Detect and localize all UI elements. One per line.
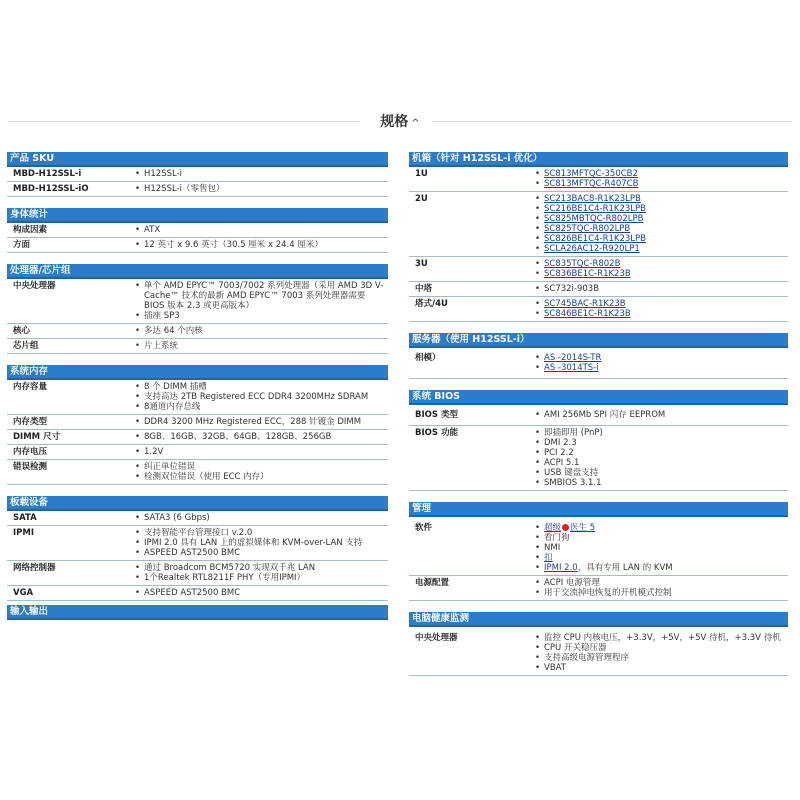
section-pc-health: 电脑健康监测: [409, 612, 788, 627]
spec-value: • 8 个 DIMM 插槽: [135, 382, 384, 392]
spec-value: • 8通道内存总线: [135, 402, 384, 412]
spec-label: 网络控制器: [13, 563, 56, 573]
spec-value: • 通过 Broadcom BCM5720 实现双千兆 LAN: [135, 563, 384, 573]
chassis-link[interactable]: • SC825MBTQC-R802LPB: [535, 214, 784, 224]
spec-label: BIOS 功能: [415, 428, 458, 438]
spec-value: • DMI 2.3: [535, 438, 784, 448]
spec-label: 塔式/4U: [415, 299, 448, 309]
chassis-link[interactable]: • SC216BE1C4-R1K23LPB: [535, 204, 784, 214]
spec-value: • IPMI 2.0 具有 LAN 上的虚拟媒体和 KVM-over-LAN 支持: [135, 538, 384, 548]
spec-label: 3U: [415, 259, 428, 269]
section-product-sku: 产品 SKU: [7, 152, 388, 167]
spec-value: • USB 键盘支持: [535, 468, 784, 478]
spec-row: [7, 238, 388, 253]
spec-value: • DDR4 3200 MHz Registered ECC，288 针镀金 DIMM: [135, 417, 384, 427]
spec-row: [7, 279, 388, 324]
chassis-link[interactable]: • SC826BE1C4-R1K23LPB: [535, 234, 784, 244]
spec-value: • 看门狗: [535, 533, 784, 543]
chassis-link[interactable]: • SC825TQC-R802LPB: [535, 224, 784, 234]
spec-label: 中央处理器: [13, 281, 56, 291]
spec-value: • 单个 AMD EPYC™ 7003/7002 系列处理器（采用 AMD 3D V-Cache™ 技术的最新 AMD EPYC™ 7003 系列处理器需要 BIOS 版本 2.3 或更高版本）: [135, 281, 384, 311]
spec-value: • H12SSL-i（零售包）: [135, 184, 384, 194]
spec-row: [409, 348, 788, 379]
spec-value: • SATA3 (6 Gbps): [135, 513, 384, 523]
spec-value: • 支持高达 2TB Registered ECC DDR4 3200MHz SDRAM: [135, 392, 384, 402]
spec-label: 错误检测: [13, 462, 48, 472]
spec-row: [7, 430, 388, 445]
chassis-link[interactable]: • SC835TQC-R802B: [535, 259, 784, 269]
spec-value: • 检测双位错误（使用 ECC 内存）: [135, 472, 384, 482]
divider-left: [8, 121, 360, 122]
section-onboard-devices: 板载设备: [7, 496, 388, 511]
spec-label: 相模）: [415, 353, 441, 363]
spec-value: • 纠正单位错误: [135, 462, 384, 472]
spec-row: [409, 167, 788, 192]
spec-label: 1U: [415, 169, 428, 179]
spec-row: [409, 426, 788, 491]
chassis-link[interactable]: • SCLA26AC12-R920LP1: [535, 244, 784, 254]
spec-label: 内存容量: [13, 382, 48, 392]
spec-value: • VBAT: [535, 663, 784, 673]
spec-row: [409, 257, 788, 282]
spec-value: • NMI: [535, 543, 784, 553]
spec-value: • ACPI 电源管理: [535, 578, 784, 588]
spec-value: • ASPEED AST2500 BMC: [135, 548, 384, 558]
spec-row: [409, 627, 788, 676]
spec-value: • 1个Realtek RTL8211F PHY（专用IPMI）: [135, 573, 384, 583]
spec-value: • AMI 256Mb SPI 闪存 EEPROM: [535, 410, 784, 420]
spec-value: • ATX: [135, 225, 384, 235]
spec-label: 芯片组: [13, 341, 39, 351]
spec-column-right: [409, 152, 788, 676]
spec-row: [7, 324, 388, 339]
spec-value: • 监控 CPU 内核电压，+3.3V，+5V，+5V 待机，+3.3V 待机: [535, 633, 784, 643]
chassis-link[interactable]: • SC846BE1C-R1K23B: [535, 309, 784, 319]
spec-row: [7, 339, 388, 354]
spec-value: • SMBIOS 3.1.1: [535, 478, 784, 488]
spec-value: • H12SSL-i: [135, 169, 384, 179]
section-servers: 服务器（使用 H12SSL-i）: [409, 333, 788, 348]
software-link[interactable]: • 扣: [535, 553, 784, 563]
spec-value: • 片上系统: [135, 341, 384, 351]
spec-value: • IPMI 2.0，具有专用 LAN 的 KVM: [535, 563, 784, 573]
spec-value: • 1.2V: [135, 447, 384, 457]
spec-row: [7, 561, 388, 586]
spec-value: • 支持高级电源管理程序: [535, 653, 784, 663]
spec-value: • 用于交流掉电恢复的开机模式控制: [535, 588, 784, 598]
spec-label: MBD-H12SSL-iO: [13, 184, 89, 194]
spec-row: [409, 282, 788, 297]
spec-label: DIMM 尺寸: [13, 432, 61, 442]
section-chassis: 机箱（针对 H12SSL-i 优化）: [409, 152, 788, 167]
spec-value: • 即插即用 (PnP): [535, 428, 784, 438]
spec-value: • 12 英寸 x 9.6 英寸（30.5 厘米 x 24.4 厘米）: [135, 240, 384, 250]
chassis-link[interactable]: • SC213BAC8-R1K23LPB: [535, 194, 784, 204]
spec-row: [7, 415, 388, 430]
spec-label: 构成因素: [13, 225, 48, 235]
spec-label: 中央处理器: [415, 633, 458, 643]
section-processor-chipset: 处理器/芯片组: [7, 264, 388, 279]
spec-value: • ASPEED AST2500 BMC: [135, 588, 384, 598]
spec-row: [7, 511, 388, 526]
spec-label: 软件: [415, 523, 433, 533]
spec-value: • SC732i-903B: [535, 284, 784, 294]
spec-row: [7, 223, 388, 238]
spec-label: VGA: [13, 588, 34, 598]
spec-label: 核心: [13, 326, 31, 336]
spec-row: [7, 526, 388, 561]
chassis-link[interactable]: • SC745BAC-R1K23B: [535, 299, 784, 309]
spec-label: 2U: [415, 194, 428, 204]
spec-label: 内存类型: [13, 417, 48, 427]
spec-label: 电源配置: [415, 578, 450, 588]
section-system-bios: 系统 BIOS: [409, 390, 788, 405]
spec-label: BIOS 类型: [415, 410, 458, 420]
spec-row: [7, 182, 388, 197]
specs-title: 规格: [380, 114, 409, 130]
spec-label: IPMI: [13, 528, 35, 538]
spec-row: [409, 517, 788, 576]
spec-label: 内存电压: [13, 447, 48, 457]
spec-row: [7, 586, 388, 601]
chassis-link[interactable]: • SC813MFTQC-R407CB: [535, 179, 784, 189]
spec-value: • 8GB、16GB、32GB、64GB、128GB、256GB: [135, 432, 384, 442]
spec-value: • CPU 开关稳压器: [535, 643, 784, 653]
ipmi-link[interactable]: IPMI 2.0: [544, 563, 578, 573]
section-system-memory: 系统内存: [7, 365, 388, 380]
spec-value: • 支持智能平台管理接口 v.2.0: [135, 528, 384, 538]
spec-row: [7, 445, 388, 460]
section-io: 输入输出: [7, 605, 388, 620]
spec-value: • 多达 64 个内核: [135, 326, 384, 336]
chevron-up-icon[interactable]: ^: [411, 118, 420, 129]
spec-column-left: [7, 152, 388, 620]
superdoctor-link[interactable]: • 超级 医生 5: [535, 523, 784, 533]
divider-right: [432, 121, 792, 122]
server-link[interactable]: • AS -2014S-TR: [535, 353, 784, 363]
record-dot-icon: [562, 524, 569, 531]
spec-label: 中塔: [415, 284, 433, 294]
spec-label: MBD-H12SSL-i: [13, 169, 82, 179]
spec-row: [409, 192, 788, 257]
spec-row: [7, 460, 388, 485]
chassis-link[interactable]: • SC836BE1C-R1K23B: [535, 269, 784, 279]
spec-value: • 插座 SP3: [135, 311, 384, 321]
spec-row: [7, 380, 388, 415]
spec-row: [409, 576, 788, 601]
spec-value: • ACPI 5.1: [535, 458, 784, 468]
server-link[interactable]: • AS -3014TS-i: [535, 363, 784, 373]
spec-label: 方面: [13, 240, 31, 250]
spec-row: [409, 405, 788, 426]
spec-row: [409, 297, 788, 322]
spec-value: • PCI 2.2: [535, 448, 784, 458]
section-physical-stats: 身体统计: [7, 208, 388, 223]
spec-row: [7, 167, 388, 182]
section-management: 管理: [409, 502, 788, 517]
chassis-link[interactable]: • SC813MFTQC-350CB2: [535, 169, 784, 179]
spec-label: SATA: [13, 513, 37, 523]
